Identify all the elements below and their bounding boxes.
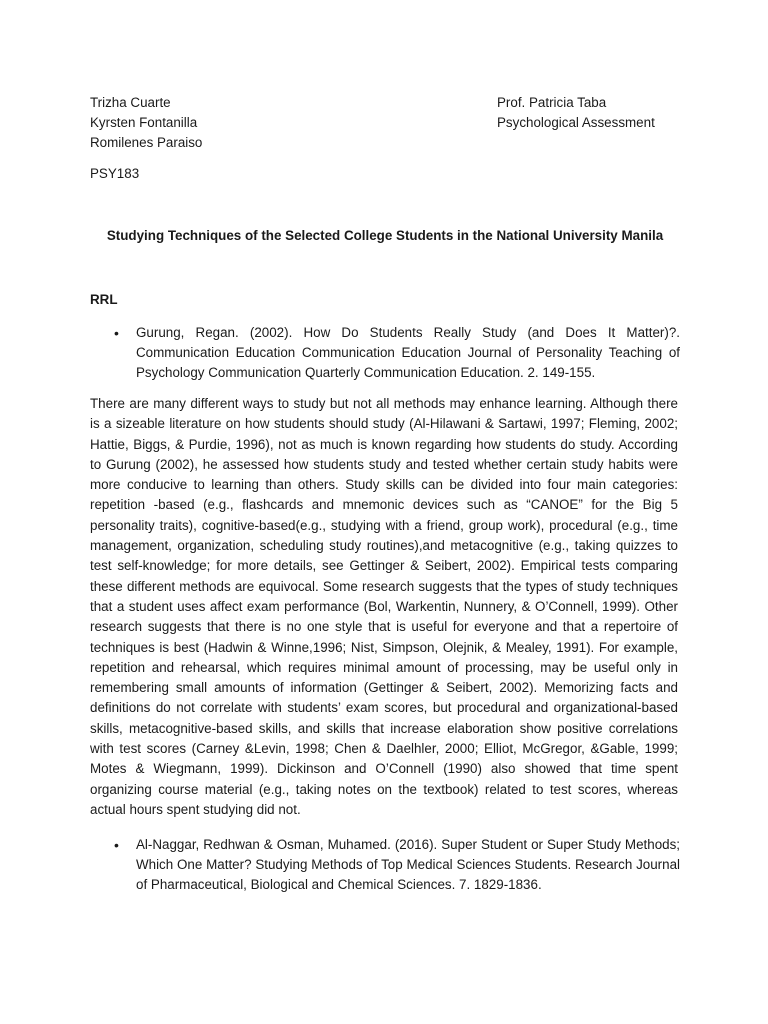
bullet-icon: • bbox=[114, 325, 119, 341]
course-code: PSY183 bbox=[90, 166, 140, 181]
body-paragraph: There are many different ways to study but not all methods may enhance learning. Although there is a sizeable literature on how students should study (Al-Hilawani & Sartawi, 1997; Fleming, 2002; Hattie, Biggs, & Purdie, 1996), not as much is known regarding how students do study. According to Gurung (2002), he assessed how students study and tested whether certain study habits were more conducive to learning than others. Study skills can be divided into four main categories: repetition -based (e.g., flashcards and mnemonic devices such as “CANOE” for the Big 5 personality traits), cognitive-based(e.g., studying with a friend, group work), procedural (e.g., time management, organization, scheduling study routines),and metacognitive (e.g., taking quizzes to test self-knowledge; for more details, see Gettinger & Seibert, 2002). Empirical tests comparing these different methods are equivocal. Some research suggests that the types of study techniques that a student uses affect exam performance (Bol, Warkentin, Nunnery, & O’Connell, 1999). Other research suggests that there is no one style that is useful for everyone and that a repertoire of techniques is best (Hadwin & Winne,1996; Nist, Simpson, Olejnik, & Mealey, 1991). For example, repetition and rehearsal, which requires minimal amount of processing, may be useful only in remembering small amounts of information (Gettinger & Seibert, 2002). Memorizing facts and definitions do not correlate with students’ exam scores, but procedural and organizational-based skills, metacognitive-based skills, and skills that increase elaboration show positive correlations with test scores (Carney &Levin, 1998; Chen & Daelhler, 2000; Elliot, McGregor, &Gable, 1999; Motes & Wiegmann, 1999). Dickinson and O’Connell (1990) also showed that time spent organizing course material (e.g., taking notes on the textbook) related to test scores, whereas actual hours spent studying did not. bbox=[90, 396, 678, 817]
author-name: Romilenes Paraiso bbox=[90, 135, 203, 150]
reference-item bbox=[90, 323, 680, 383]
instructor-name: Prof. Patricia Taba bbox=[497, 95, 607, 110]
section-heading: RRL bbox=[90, 292, 118, 307]
bullet-icon: • bbox=[114, 837, 119, 853]
instructor-info bbox=[497, 93, 655, 133]
document-title: Studying Techniques of the Selected College Students in the National University Manila bbox=[106, 228, 664, 243]
reference-text: Gurung, Regan. (2002). How Do Students Really Study (and Does It Matter)?. Communication Education Communication Education Journal of Personality Teaching of Psychology Communication Quarterly Communication Education. 2. 149-155. bbox=[136, 325, 680, 380]
reference-text: Al-Naggar, Redhwan & Osman, Muhamed. (2016). Super Student or Super Study Methods; Which One Matter? Studying Methods of Top Medical Sciences Students. Research Journal of Pharmaceutical, Biological and Chemical Sciences. 7. 1829-1836. bbox=[136, 837, 680, 892]
author-name: Kyrsten Fontanilla bbox=[90, 115, 198, 130]
course-name: Psychological Assessment bbox=[497, 115, 655, 130]
author-list bbox=[90, 93, 202, 153]
author-name: Trizha Cuarte bbox=[90, 95, 171, 110]
reference-item bbox=[90, 835, 680, 895]
